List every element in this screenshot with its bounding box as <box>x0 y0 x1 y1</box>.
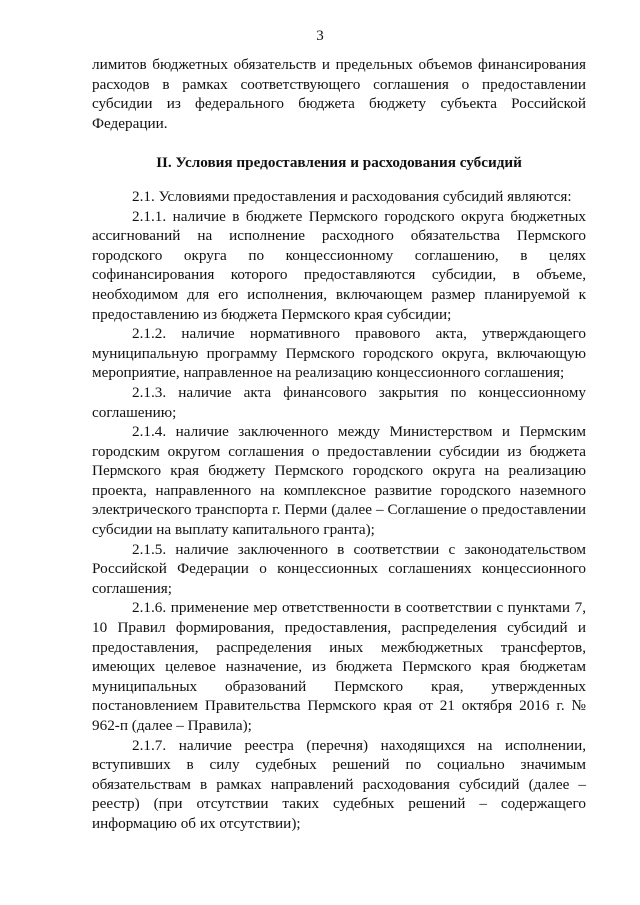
paragraph-2-1-5: 2.1.5. наличие заключенного в соответствии с законодательством Российской Федерации о концессионных соглашениях концессионного соглашения; <box>92 540 586 597</box>
paragraph-2-1-2: 2.1.2. наличие нормативного правового акта, утверждающего муниципальную программу Пермского городского округа, включающую мероприятие, направленное на реализацию концессионного соглашения; <box>92 325 586 382</box>
paragraph-2-1-6: 2.1.6. применение мер ответственности в соответствии с пунктами 7, 10 Правил формирования, предоставления, распределения субсидий и предоставления, распределения иных межбюджетных трансфертов, имеющих целевое назначение, из бюджета Пермского края бюджетам муниципальных образований Пермского края, утвержденных постановлением Правительства Пермского края от 21 октября 2016 г. № 962-п (далее – Правила); <box>92 599 586 734</box>
section-heading: II. Условия предоставления и расходования субсидий <box>156 154 522 172</box>
intro-paragraph: лимитов бюджетных обязательств и предельных объемов финансирования расходов в рамках соответствующего соглашения о предоставлении субсидии из федерального бюджета бюджету субъекта Российской Федерации. <box>92 56 586 132</box>
document-body <box>92 55 586 834</box>
paragraph-2-1: 2.1. Условиями предоставления и расходования субсидий являются: <box>132 187 572 205</box>
paragraph-2-1-3: 2.1.3. наличие акта финансового закрытия по концессионному соглашению; <box>92 383 586 421</box>
paragraph-2-1-7: 2.1.7. наличие реестра (перечня) находящихся на исполнении, вступивших в силу судебных решений по социально значимым обязательствам в рамках направлений расходования субсидий (далее – реестр) (при отсутствии таких судебных решений – содержащего информацию об их отсутствии); <box>92 736 586 832</box>
paragraph-2-1-1: 2.1.1. наличие в бюджете Пермского городского округа бюджетных ассигнований на исполнение расходного обязательства Пермского городского округа по концессионному соглашению, в целях софинансирования которого предоставляются субсидии, в объеме, необходимом для его исполнения, включающем размер планируемой к предоставлению из бюджета Пермского края субсидии; <box>92 207 586 323</box>
paragraph-2-1-4: 2.1.4. наличие заключенного между Министерством и Пермским городским округом соглашения о предоставлении субсидии из бюджета Пермского края бюджету Пермского городского округа на реализацию проекта, направленного на комплексное развитие городского наземного электрического транспорта г. Перми (далее – Соглашение о предоставлении субсидии на выплату капитального гранта); <box>92 423 586 539</box>
page-number: 3 <box>316 28 324 44</box>
